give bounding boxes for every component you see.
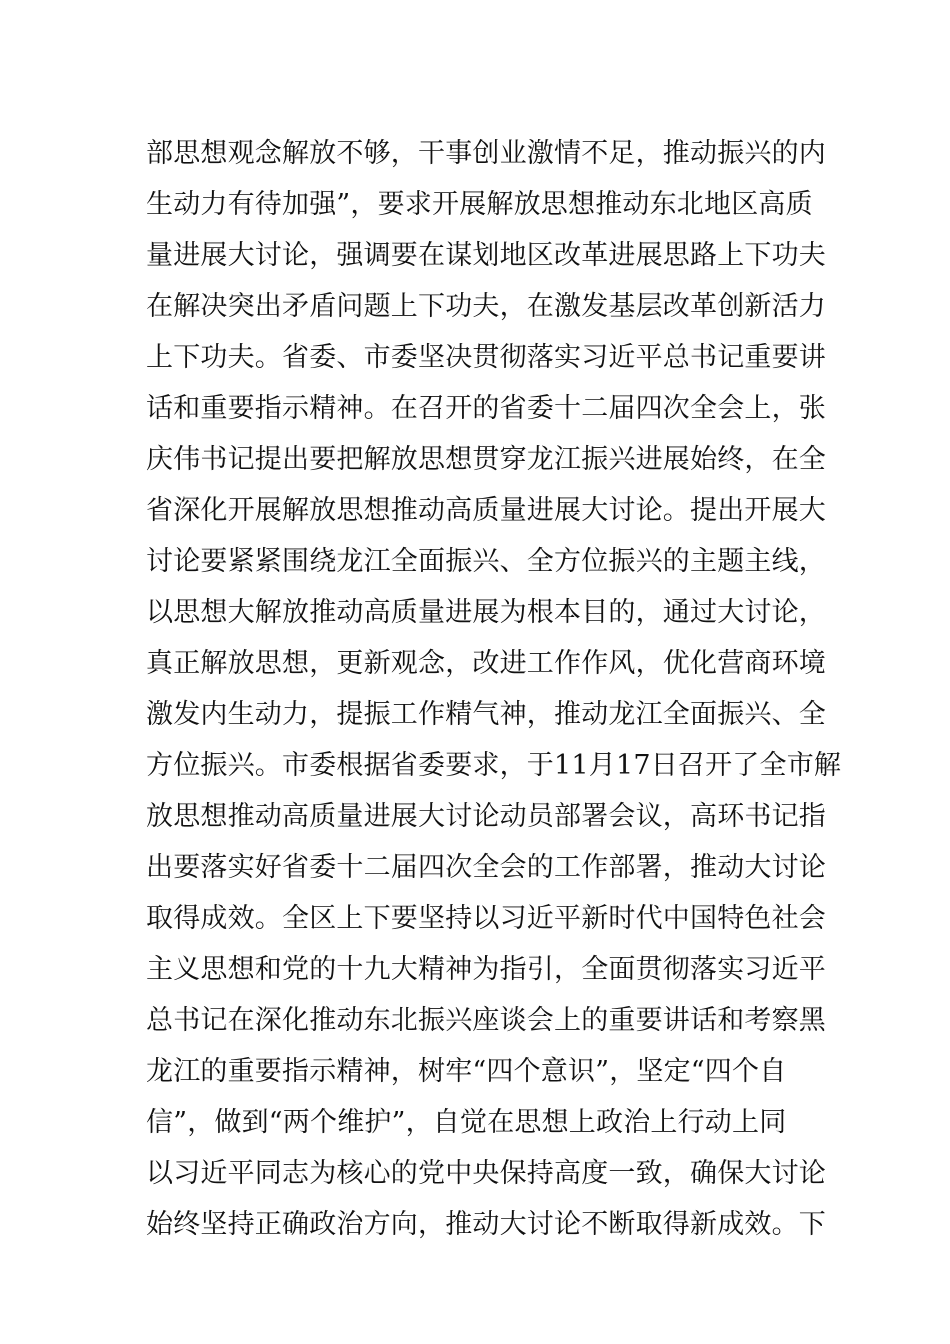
text-line: 省深化开展解放思想推动高质量进展大讨论。提出开展大 bbox=[146, 495, 826, 526]
text-line: 信”，做到“两个维护”，自觉在思想上政治上行动上同 bbox=[146, 1107, 787, 1138]
text-line: 激发内生动力，提振工作精气神，推动龙江全面振兴、全 bbox=[146, 699, 826, 730]
text-line: 出要落实好省委十二届四次全会的工作部署，推动大讨论 bbox=[146, 852, 826, 883]
text-line: 主义思想和党的十九大精神为指引，全面贯彻落实习近平 bbox=[146, 954, 826, 985]
text-line: 以习近平同志为核心的党中央保持高度一致，确保大讨论 bbox=[146, 1158, 826, 1189]
text-line: 龙江的重要指示精神，树牢“四个意识”，坚定“四个自 bbox=[146, 1056, 787, 1087]
text-line: 庆伟书记提出要把解放思想贯穿龙江振兴进展始终，在全 bbox=[146, 444, 826, 475]
text-line: 在解决突出矛盾问题上下功夫，在激发基层改革创新活力 bbox=[146, 291, 826, 322]
text-line: 取得成效。全区上下要坚持以习近平新时代中国特色社会 bbox=[146, 903, 826, 934]
text-line: 生动力有待加强”，要求开展解放思想推动东北地区高质 bbox=[146, 189, 813, 220]
text-line: 以思想大解放推动高质量进展为根本目的，通过大讨论， bbox=[146, 597, 826, 628]
text-line: 部思想观念解放不够，干事创业激情不足，推动振兴的内 bbox=[146, 138, 826, 169]
body-text bbox=[146, 128, 842, 1250]
text-line: 总书记在深化推动东北振兴座谈会上的重要讲话和考察黑 bbox=[146, 1005, 826, 1036]
text-line: 上下功夫。省委、市委坚决贯彻落实习近平总书记重要讲 bbox=[146, 342, 826, 373]
text-line: 话和重要指示精神。在召开的省委十二届四次全会上，张 bbox=[146, 393, 826, 424]
text-line: 真正解放思想，更新观念，改进工作作风，优化营商环境 bbox=[146, 648, 826, 679]
text-line: 量进展大讨论，强调要在谋划地区改革进展思路上下功夫 bbox=[146, 240, 826, 271]
text-line: 讨论要紧紧围绕龙江全面振兴、全方位振兴的主题主线， bbox=[146, 546, 826, 577]
text-line: 放思想推动高质量进展大讨论动员部署会议，高环书记指 bbox=[146, 801, 826, 832]
text-line: 方位振兴。市委根据省委要求，于11月17日召开了全市解 bbox=[146, 750, 842, 781]
text-line: 始终坚持正确政治方向，推动大讨论不断取得新成效。下 bbox=[146, 1209, 826, 1240]
